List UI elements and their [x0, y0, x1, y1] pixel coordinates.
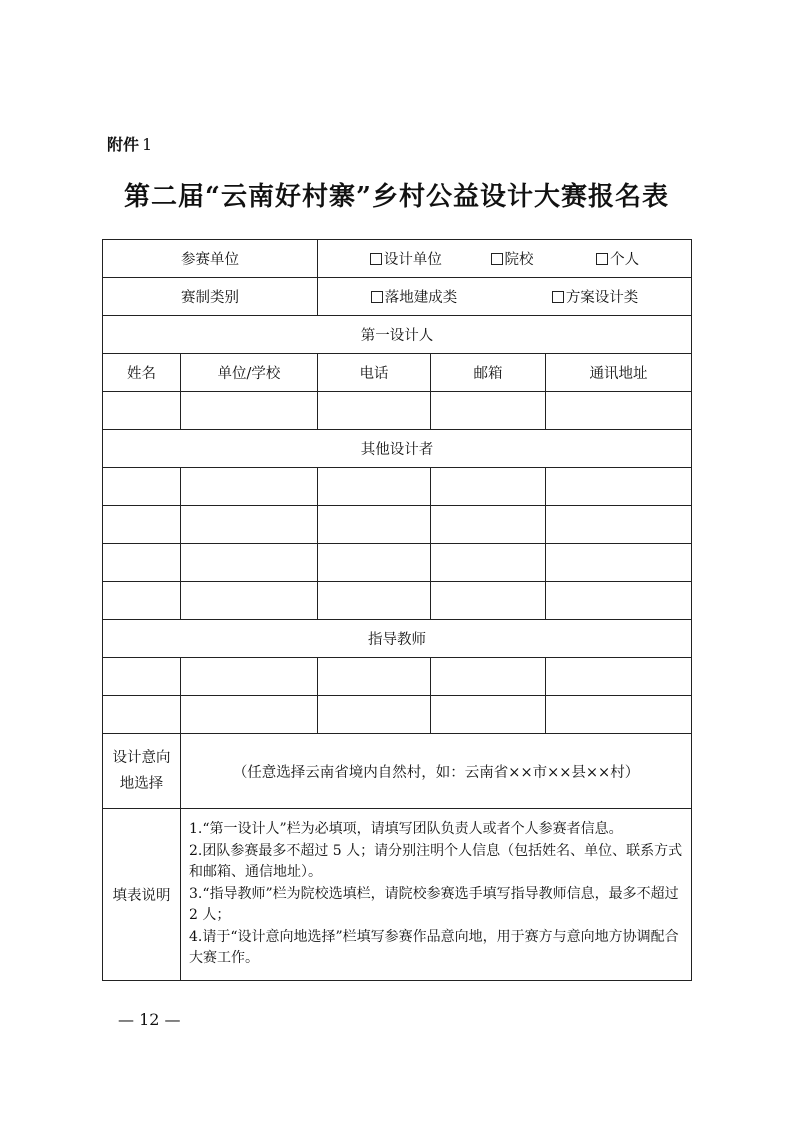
attachment-label: 附件 1	[107, 135, 153, 154]
advisor-row	[103, 696, 692, 734]
instructions-text	[181, 809, 692, 981]
entry-unit-label: 参赛单位	[103, 240, 318, 278]
column-header: 姓名	[103, 354, 181, 392]
option-design-unit[interactable]: 设计单位	[370, 248, 442, 269]
other-designer-row	[103, 506, 692, 544]
column-header: 通讯地址	[546, 354, 692, 392]
input-cell[interactable]	[318, 658, 431, 696]
other-designers-heading: 其他设计者	[103, 430, 692, 468]
instruction-line: 2.团队参赛最多不超过 5 人；请分别注明个人信息（包括姓名、单位、联系方式和邮箱、通信地址）。	[189, 842, 683, 880]
registration-form	[102, 239, 692, 981]
input-cell[interactable]	[546, 544, 692, 582]
input-cell[interactable]	[181, 582, 318, 620]
checkbox-icon[interactable]	[491, 253, 503, 265]
input-cell[interactable]	[431, 392, 546, 430]
input-cell[interactable]	[431, 468, 546, 506]
option-built[interactable]: 落地建成类	[371, 286, 458, 307]
input-cell[interactable]	[546, 468, 692, 506]
input-cell[interactable]	[431, 696, 546, 734]
first-designer-row	[103, 392, 692, 430]
checkbox-icon[interactable]	[371, 291, 383, 303]
instruction-line: 1.“第一设计人”栏为必填项，请填写团队负责人或者个人参赛者信息。	[189, 821, 623, 837]
site-input[interactable]: （任意选择云南省境内自然村，如：云南省××市××县××村）	[181, 734, 692, 809]
advisor-heading: 指导教师	[103, 620, 692, 658]
other-designer-row	[103, 468, 692, 506]
input-cell[interactable]	[103, 544, 181, 582]
advisor-row	[103, 658, 692, 696]
other-designer-row	[103, 544, 692, 582]
input-cell[interactable]	[103, 506, 181, 544]
input-cell[interactable]	[431, 658, 546, 696]
instructions-row	[103, 809, 692, 981]
page-number: — 12 —	[118, 1010, 181, 1029]
input-cell[interactable]	[318, 696, 431, 734]
option-individual[interactable]: 个人	[596, 248, 639, 269]
input-cell[interactable]	[318, 392, 431, 430]
input-cell[interactable]	[103, 696, 181, 734]
site-row	[103, 734, 692, 809]
input-cell[interactable]	[103, 582, 181, 620]
instructions-label: 填表说明	[103, 809, 181, 981]
entry-unit-row	[103, 240, 692, 278]
column-header-row	[103, 354, 692, 392]
input-cell[interactable]	[181, 468, 318, 506]
input-cell[interactable]	[546, 696, 692, 734]
input-cell[interactable]	[546, 392, 692, 430]
category-label: 赛制类别	[103, 278, 318, 316]
instruction-line: 3.“指导教师”栏为院校选填栏，请院校参赛选手填写指导教师信息，最多不超过 2 人；	[189, 885, 679, 923]
column-header: 单位/学校	[181, 354, 318, 392]
other-designer-row	[103, 582, 692, 620]
checkbox-icon[interactable]	[552, 291, 564, 303]
input-cell[interactable]	[181, 544, 318, 582]
input-cell[interactable]	[431, 544, 546, 582]
document-title: 第二届“云南好村寨”乡村公益设计大赛报名表	[124, 182, 669, 212]
input-cell[interactable]	[181, 506, 318, 544]
category-options	[318, 278, 692, 316]
instruction-line: 4.请于“设计意向地选择”栏填写参赛作品意向地，用于赛方与意向地方协调配合大赛工作。	[189, 928, 679, 966]
input-cell[interactable]	[103, 468, 181, 506]
column-header: 电话	[318, 354, 431, 392]
option-college[interactable]: 院校	[491, 248, 534, 269]
input-cell[interactable]	[431, 582, 546, 620]
input-cell[interactable]	[546, 658, 692, 696]
input-cell[interactable]	[546, 582, 692, 620]
input-cell[interactable]	[103, 658, 181, 696]
input-cell[interactable]	[181, 658, 318, 696]
input-cell[interactable]	[103, 392, 181, 430]
input-cell[interactable]	[318, 544, 431, 582]
category-row	[103, 278, 692, 316]
input-cell[interactable]	[546, 506, 692, 544]
site-label: 设计意向 地选择	[103, 734, 181, 809]
first-designer-heading: 第一设计人	[103, 316, 692, 354]
column-header: 邮箱	[431, 354, 546, 392]
input-cell[interactable]	[431, 506, 546, 544]
checkbox-icon[interactable]	[370, 253, 382, 265]
option-scheme[interactable]: 方案设计类	[552, 286, 639, 307]
input-cell[interactable]	[318, 582, 431, 620]
input-cell[interactable]	[318, 468, 431, 506]
input-cell[interactable]	[181, 392, 318, 430]
input-cell[interactable]	[181, 696, 318, 734]
checkbox-icon[interactable]	[596, 253, 608, 265]
entry-unit-options	[318, 240, 692, 278]
input-cell[interactable]	[318, 506, 431, 544]
